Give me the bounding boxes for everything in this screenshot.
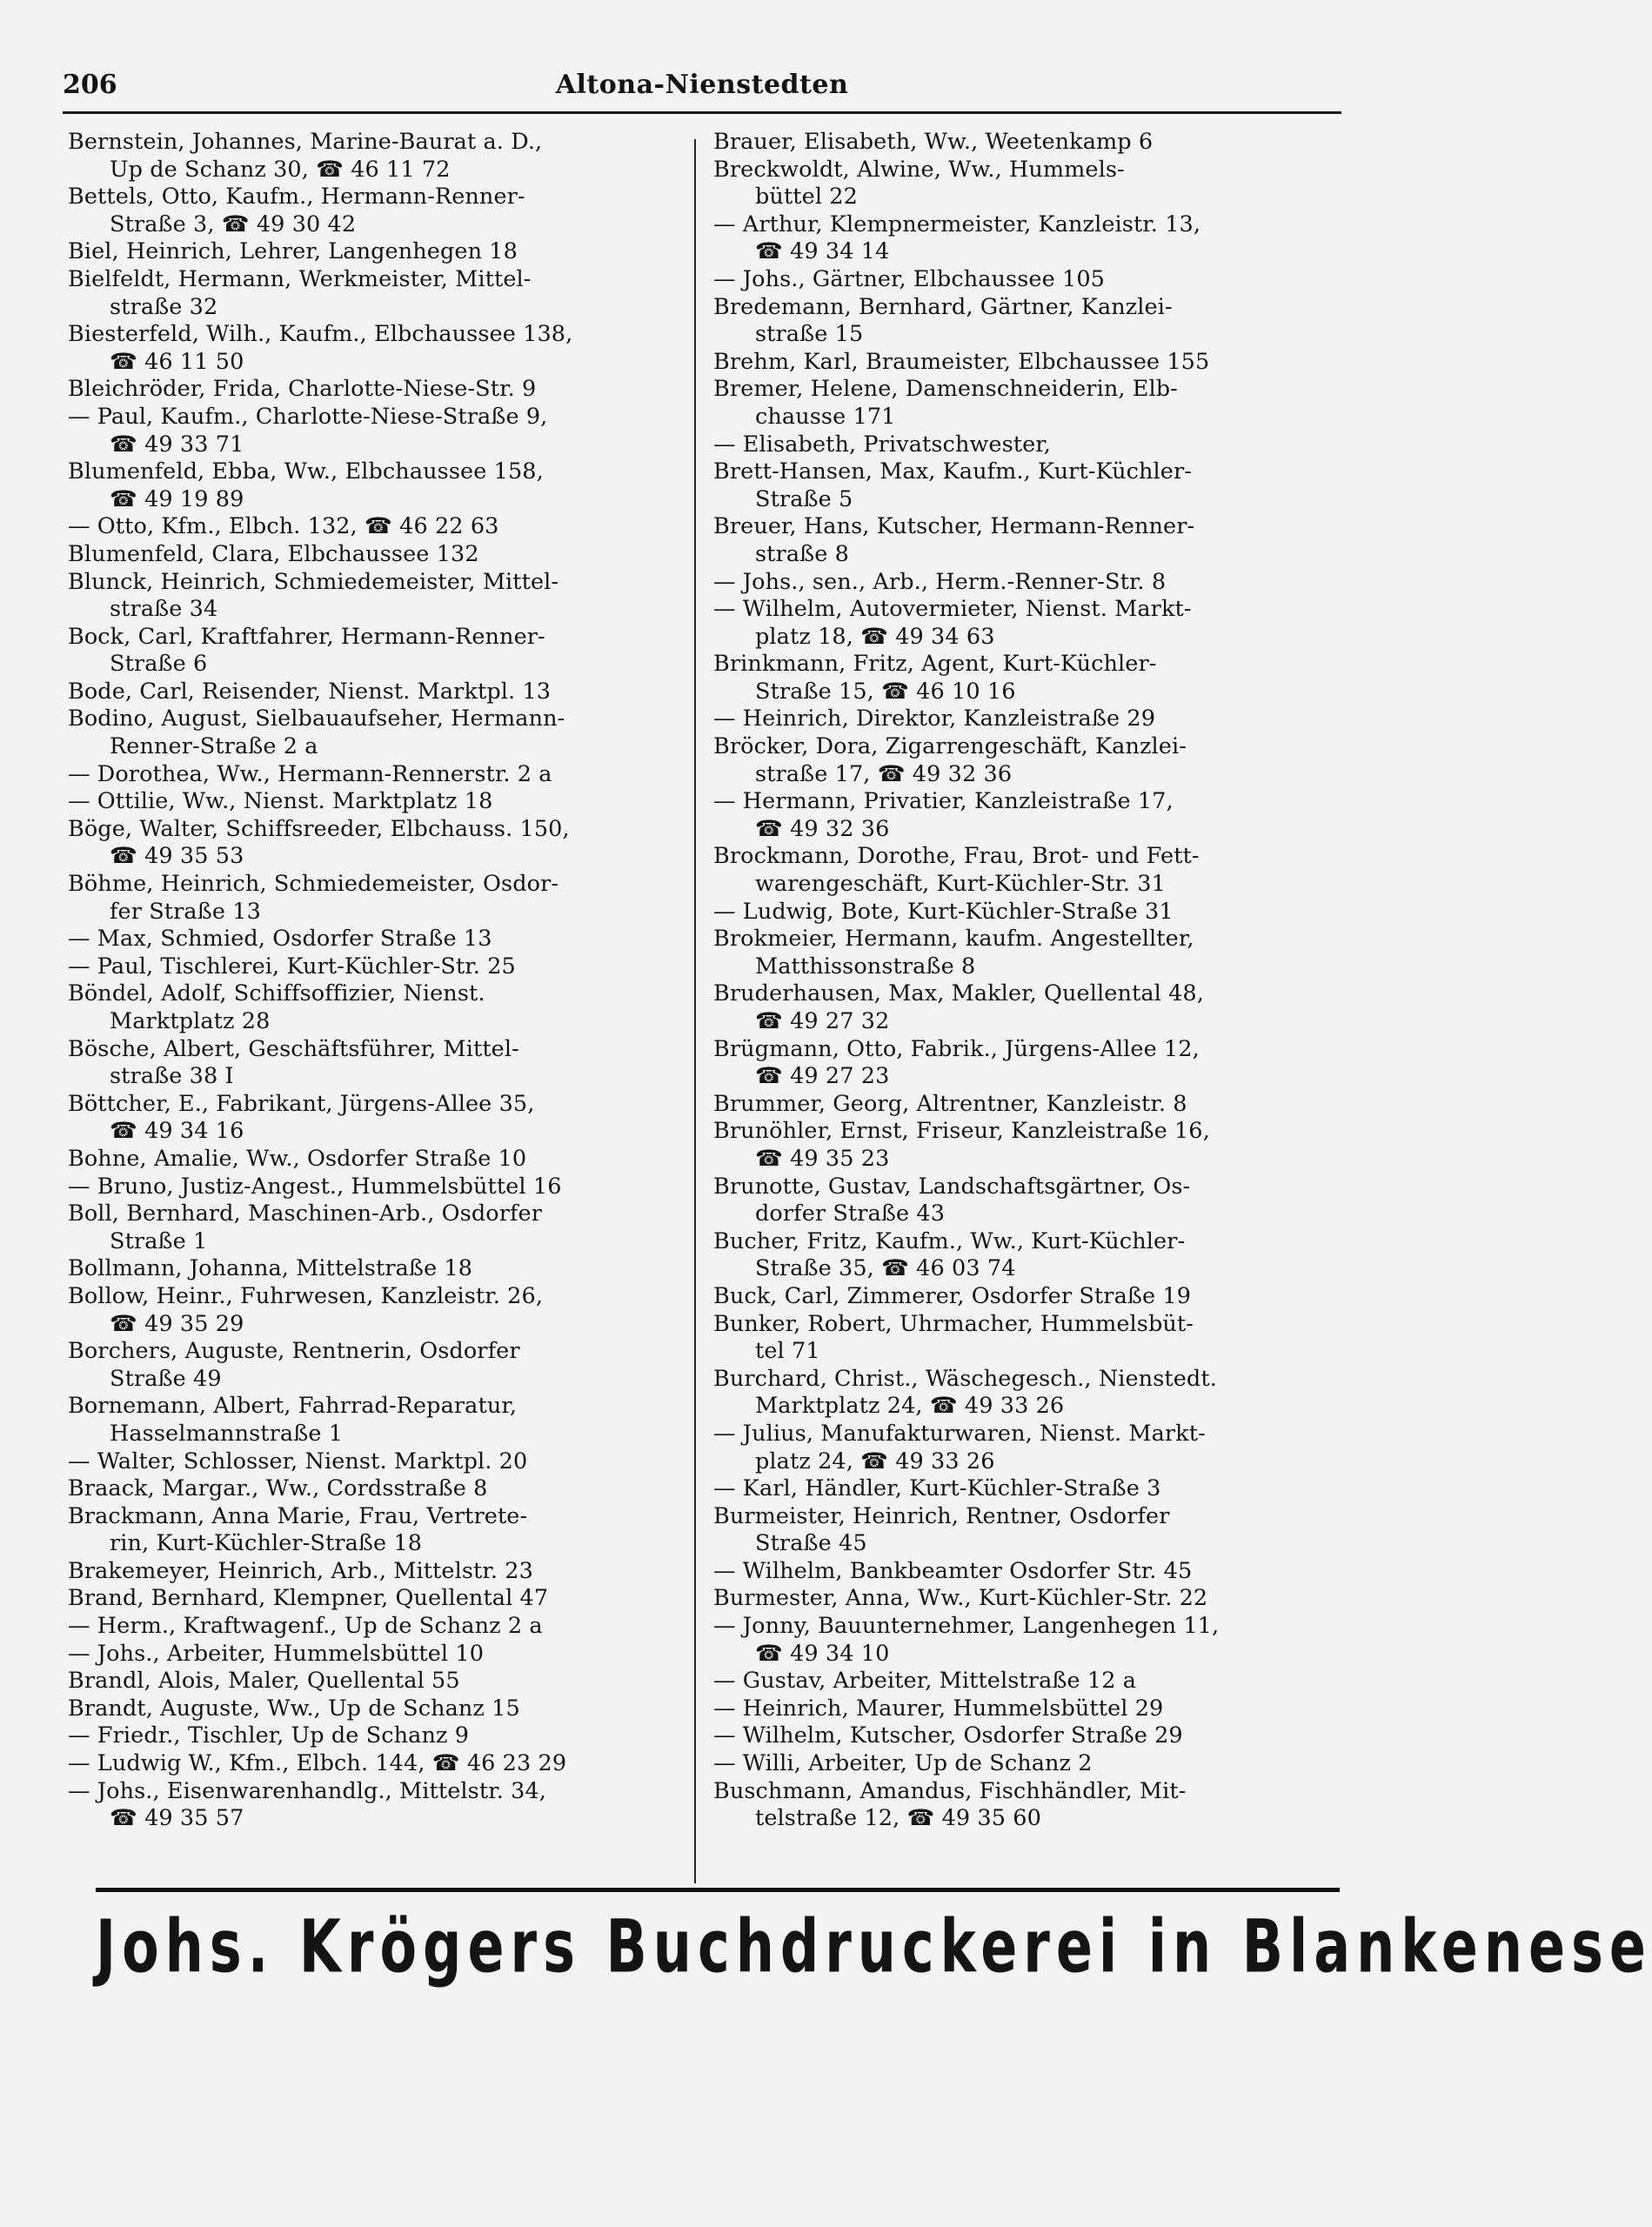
directory-line: Brett-Hansen, Max, Kaufm., Kurt-Küchler- [713,458,1192,485]
directory-line: Burmester, Anna, Ww., Kurt-Küchler-Str. 22 [713,1585,1208,1612]
directory-line: Bucher, Fritz, Kaufm., Ww., Kurt-Küchler- [713,1227,1186,1254]
directory-line: — Dorothea, Ww., Hermann-Rennerstr. 2 a [68,760,552,787]
directory-line: Up de Schanz 30, ☎ 46 11 72 [110,156,451,183]
directory-line: platz 18, ☎ 49 34 63 [755,623,995,650]
directory-line: — Paul, Kaufm., Charlotte-Niese-Straße 9, [68,403,548,430]
directory-line: Hasselmannstraße 1 [110,1420,344,1447]
directory-line: — Hermann, Privatier, Kanzleistraße 17, [713,788,1174,815]
directory-line: straße 17, ☎ 49 32 36 [755,760,1013,787]
directory-line: Bruderhausen, Max, Makler, Quellental 48, [713,980,1204,1007]
directory-line: ☎ 49 35 57 [110,1805,244,1832]
directory-line: Burmeister, Heinrich, Rentner, Osdorfer [713,1502,1170,1529]
directory-line: — Max, Schmied, Osdorfer Straße 13 [68,926,492,953]
directory-line: Buschmann, Amandus, Fischhändler, Mit- [713,1777,1187,1804]
directory-line: straße 8 [755,540,849,567]
directory-line: Breckwoldt, Alwine, Ww., Hummels- [713,156,1125,183]
directory-line: ☎ 49 27 32 [755,1008,890,1034]
directory-line: chausse 171 [755,403,896,430]
directory-line: Brauer, Elisabeth, Ww., Weetenkamp 6 [713,129,1154,155]
directory-line: straße 34 [110,596,218,623]
directory-line: — Johs., Arbeiter, Hummelsbüttel 10 [68,1640,485,1667]
footer-rule [96,1888,1340,1892]
directory-line: Bredemann, Bernhard, Gärtner, Kanzlei- [713,293,1173,320]
directory-line: Bollow, Heinr., Fuhrwesen, Kanzleistr. 26, [68,1282,544,1309]
directory-line: Bleichröder, Frida, Charlotte-Niese-Str. 9 [68,376,537,403]
directory-line: — Otto, Kfm., Elbch. 132, ☎ 46 22 63 [68,513,499,540]
directory-line: Breuer, Hans, Kutscher, Hermann-Renner- [713,513,1195,540]
directory-line: — Friedr., Tischler, Up de Schanz 9 [68,1722,470,1749]
directory-line: büttel 22 [755,184,858,211]
directory-line: Buck, Carl, Zimmerer, Osdorfer Straße 19 [713,1282,1192,1309]
directory-line: ☎ 49 32 36 [755,815,890,842]
directory-line: Bröcker, Dora, Zigarrengeschäft, Kanzlei- [713,733,1187,760]
directory-line: — Wilhelm, Kutscher, Osdorfer Straße 29 [713,1722,1183,1749]
directory-line: Renner-Straße 2 a [110,733,318,760]
directory-line: Matthissonstraße 8 [755,953,976,980]
directory-line: Burchard, Christ., Wäschegesch., Nienstedt. [713,1365,1217,1392]
directory-line: Marktplatz 24, ☎ 49 33 26 [755,1393,1065,1420]
directory-line: — Ludwig, Bote, Kurt-Küchler-Straße 31 [713,898,1174,925]
directory-line: ☎ 49 34 10 [755,1640,890,1667]
directory-line: straße 38 I [110,1063,234,1090]
directory-line: — Ludwig W., Kfm., Elbch. 144, ☎ 46 23 29 [68,1750,567,1777]
directory-line: ☎ 49 35 29 [110,1310,244,1337]
directory-line: ☎ 49 34 14 [755,238,890,265]
directory-line: Bornemann, Albert, Fahrrad-Reparatur, [68,1393,518,1420]
page-number: 206 [63,70,117,100]
directory-line: telstraße 12, ☎ 49 35 60 [755,1805,1041,1832]
directory-line: — Arthur, Klempnermeister, Kanzleistr. 13, [713,211,1201,237]
directory-line: Straße 35, ☎ 46 03 74 [755,1255,1016,1282]
directory-line: Bunker, Robert, Uhrmacher, Hummelsbüt- [713,1310,1194,1337]
directory-line: Bettels, Otto, Kaufm., Hermann-Renner- [68,184,525,211]
directory-line: Brokmeier, Hermann, kaufm. Angestellter, [713,926,1194,953]
page-header [63,70,1341,122]
directory-line: Brockmann, Dorothe, Frau, Brot- und Fett- [713,843,1200,870]
directory-line: Boll, Bernhard, Maschinen-Arb., Osdorfer [68,1200,543,1227]
directory-line: Bode, Carl, Reisender, Nienst. Marktpl. 13 [68,678,552,705]
directory-line: Biel, Heinrich, Lehrer, Langenhegen 18 [68,238,518,265]
directory-line: Böndel, Adolf, Schiffsoffizier, Nienst. [68,980,485,1007]
directory-line: Straße 5 [755,485,853,512]
directory-line: platz 24, ☎ 49 33 26 [755,1448,995,1475]
directory-line: Straße 3, ☎ 49 30 42 [110,211,357,237]
directory-line: Bohne, Amalie, Ww., Osdorfer Straße 10 [68,1145,527,1172]
directory-line: Straße 45 [755,1530,867,1557]
directory-line: Brunotte, Gustav, Landschaftsgärtner, Os- [713,1173,1191,1200]
directory-line: — Gustav, Arbeiter, Mittelstraße 12 a [713,1668,1137,1695]
directory-line: — Ottilie, Ww., Nienst. Marktplatz 18 [68,788,493,815]
directory-line: — Wilhelm, Autovermieter, Nienst. Markt- [713,596,1192,623]
directory-line: Brakemeyer, Heinrich, Arb., Mittelstr. 23 [68,1557,533,1584]
directory-line: Blumenfeld, Clara, Elbchaussee 132 [68,540,479,567]
directory-line: — Willi, Arbeiter, Up de Schanz 2 [713,1750,1093,1777]
directory-line: — Elisabeth, Privatschwester, [713,431,1052,458]
directory-line: — Herm., Kraftwagenf., Up de Schanz 2 a [68,1613,543,1640]
directory-line: Blumenfeld, Ebba, Ww., Elbchaussee 158, [68,458,544,485]
directory-line: Marktplatz 28 [110,1008,271,1034]
directory-line: ☎ 49 35 53 [110,843,244,870]
directory-line: Bielfeldt, Hermann, Werkmeister, Mittel- [68,265,532,292]
directory-line: — Jonny, Bauunternehmer, Langenhegen 11, [713,1613,1220,1640]
directory-line: ☎ 49 35 23 [755,1145,890,1172]
directory-line: fer Straße 13 [110,898,261,925]
directory-line: — Paul, Tischlerei, Kurt-Küchler-Str. 25 [68,953,516,980]
directory-line: straße 15 [755,321,864,348]
directory-line: Böge, Walter, Schiffsreeder, Elbchauss. 150, [68,815,570,842]
directory-line: Blunck, Heinrich, Schmiedemeister, Mittel- [68,568,559,595]
directory-line: — Heinrich, Maurer, Hummelsbüttel 29 [713,1695,1164,1722]
directory-line: Straße 15, ☎ 46 10 16 [755,678,1016,705]
directory-line: ☎ 46 11 50 [110,348,244,375]
directory-line: — Walter, Schlosser, Nienst. Marktpl. 20 [68,1448,528,1475]
directory-line: Straße 6 [110,651,208,678]
directory-line: ☎ 49 34 16 [110,1118,244,1145]
directory-line: Brackmann, Anna Marie, Frau, Vertrete- [68,1502,528,1529]
directory-line: Böhme, Heinrich, Schmiedemeister, Osdor- [68,871,559,898]
directory-line: Brehm, Karl, Braumeister, Elbchaussee 155 [713,348,1210,375]
directory-line: Brand, Bernhard, Klempner, Quellental 47 [68,1585,549,1612]
directory-line: — Heinrich, Direktor, Kanzleistraße 29 [713,706,1156,732]
directory-line: Biesterfeld, Wilh., Kaufm., Elbchaussee 138, [68,321,573,348]
directory-line: Bodino, August, Sielbauaufseher, Hermann- [68,706,565,732]
directory-line: — Johs., Gärtner, Elbchaussee 105 [713,265,1105,292]
directory-line: — Julius, Manufakturwaren, Nienst. Markt- [713,1420,1206,1447]
directory-line: Bremer, Helene, Damenschneiderin, Elb- [713,376,1178,403]
directory-line: Brinkmann, Fritz, Agent, Kurt-Küchler- [713,651,1157,678]
right-column [713,129,1340,1869]
column-divider [694,139,696,1883]
directory-line: Straße 49 [110,1365,222,1392]
directory-line: Brummer, Georg, Altrentner, Kanzleistr. 8 [713,1090,1187,1117]
directory-line: ☎ 49 19 89 [110,485,244,512]
directory-line: — Johs., Eisenwarenhandlg., Mittelstr. 34, [68,1777,546,1804]
directory-line: ☎ 49 33 71 [110,431,244,458]
directory-line: straße 32 [110,293,218,320]
directory-line: Brandt, Auguste, Ww., Up de Schanz 15 [68,1695,520,1722]
directory-line: Braack, Margar., Ww., Cordsstraße 8 [68,1475,488,1502]
header-rule [63,111,1341,114]
directory-line: ☎ 49 27 23 [755,1063,890,1090]
directory-line: dorfer Straße 43 [755,1200,946,1227]
directory-line: Borchers, Auguste, Rentnerin, Osdorfer [68,1338,520,1365]
directory-line: Brügmann, Otto, Fabrik., Jürgens-Allee 12, [713,1035,1200,1062]
directory-line: tel 71 [755,1338,820,1365]
left-column [68,129,694,1869]
directory-line: — Johs., sen., Arb., Herm.-Renner-Str. 8 [713,568,1167,595]
directory-line: Straße 1 [110,1227,208,1254]
directory-line: — Wilhelm, Bankbeamter Osdorfer Str. 45 [713,1557,1193,1584]
directory-line: rin, Kurt-Küchler-Straße 18 [110,1530,423,1557]
directory-line: Bernstein, Johannes, Marine-Baurat a. D., [68,129,543,155]
directory-line: Bock, Carl, Kraftfahrer, Hermann-Renner- [68,623,545,650]
directory-line: warengeschäft, Kurt-Küchler-Str. 31 [755,871,1166,898]
directory-line: Brandl, Alois, Maler, Quellental 55 [68,1668,460,1695]
printer-imprint: Johs. Krögers Buchdruckerei in Blankenese [96,1903,1652,1990]
directory-line: — Karl, Händler, Kurt-Küchler-Straße 3 [713,1475,1161,1502]
directory-line: Böttcher, E., Fabrikant, Jürgens-Allee 35, [68,1090,535,1117]
directory-line: Bösche, Albert, Geschäftsführer, Mittel- [68,1035,519,1062]
directory-line: — Bruno, Justiz-Angest., Hummelsbüttel 16 [68,1173,562,1200]
directory-line: Bollmann, Johanna, Mittelstraße 18 [68,1255,473,1282]
directory-line: Brunöhler, Ernst, Friseur, Kanzleistraße 16, [713,1118,1210,1145]
running-head: Altona-Nienstedten [555,70,849,100]
